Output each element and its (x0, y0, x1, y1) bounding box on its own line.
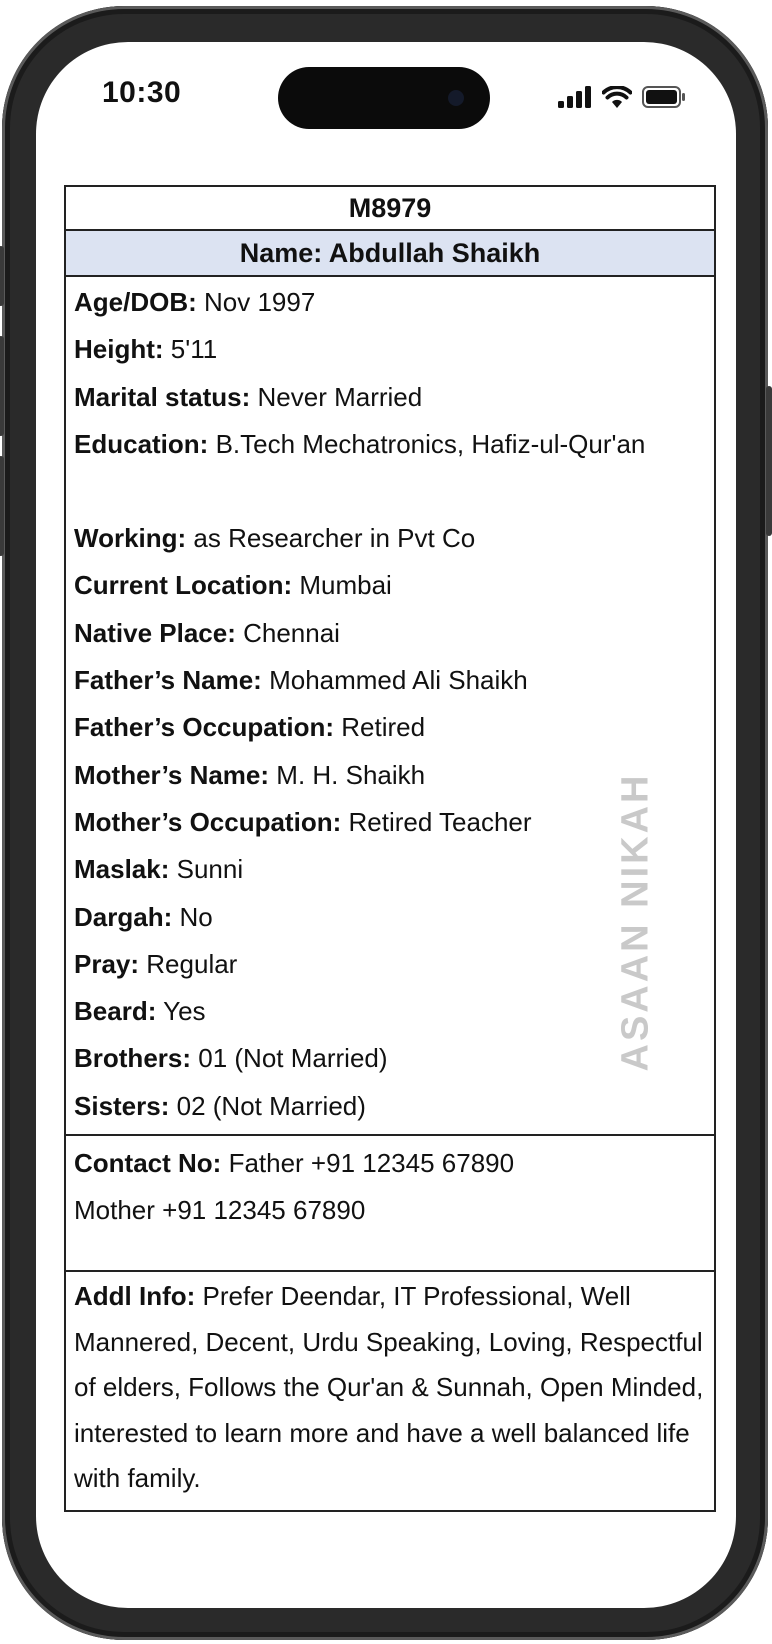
field-age (74, 279, 706, 326)
field-label: Brothers: (74, 1043, 192, 1074)
phone-screen (36, 42, 736, 1608)
field-value: Retired Teacher (348, 806, 532, 837)
phone-frame (2, 6, 768, 1640)
volume-up-button (0, 336, 4, 436)
field-value: M. H. Shaikh (276, 759, 426, 790)
field-working (74, 515, 706, 562)
field-value: Yes (163, 996, 206, 1027)
field-value: Mumbai (299, 570, 392, 601)
field-label: Father’s Occupation: (74, 712, 335, 743)
field-label: Maslak: (74, 854, 170, 885)
watermark: ASAAN NIKAH (614, 772, 657, 1072)
field-label: Mother’s Occupation: (74, 806, 342, 837)
field-value: Mohammed Ali Shaikh (269, 665, 528, 696)
field-value: Retired (341, 712, 426, 743)
field-label: Native Place: (74, 617, 236, 648)
field-label: Dargah: (74, 901, 173, 932)
field-value: B.Tech Mechatronics, Hafiz-ul-Qur'an (215, 428, 646, 459)
contact-father-number: Father +91 12345 67890 (228, 1148, 515, 1179)
volume-down-button (0, 456, 4, 556)
field-label: Sisters: (74, 1090, 170, 1121)
signal-icon (558, 86, 592, 113)
field-value: Nov 1997 (204, 287, 316, 317)
action-button (0, 246, 4, 306)
field-marital-status (74, 374, 706, 421)
field-pray (74, 941, 706, 988)
contact-section (66, 1136, 714, 1272)
field-native-place (74, 610, 706, 657)
name-label: Name: (239, 238, 323, 268)
field-fathers-name (74, 657, 706, 704)
field-value: Never Married (257, 381, 423, 412)
profile-name (66, 231, 714, 277)
power-button (766, 386, 772, 536)
field-label: Marital status: (74, 381, 251, 412)
field-label: Mother’s Name: (74, 759, 270, 790)
field-value: Regular (146, 948, 238, 979)
field-current-location (74, 562, 706, 609)
field-label: Working: (74, 523, 187, 554)
field-label: Age/DOB: (74, 287, 197, 317)
field-label: Height: (74, 334, 164, 365)
blank-line (74, 468, 706, 515)
field-dargah (74, 894, 706, 941)
field-brothers (74, 1035, 706, 1082)
contact-mother-number: Mother +91 12345 67890 (74, 1195, 366, 1226)
field-fathers-occupation (74, 704, 706, 751)
dynamic-island (278, 67, 490, 129)
battery-icon (642, 86, 686, 113)
field-value: Sunni (176, 854, 244, 885)
field-label: Beard: (74, 996, 157, 1027)
field-value: No (179, 901, 213, 932)
field-value: 02 (Not Married) (176, 1090, 366, 1121)
field-height (74, 326, 706, 373)
addl-info-section (66, 1272, 714, 1510)
addl-info-value: Prefer Deendar, IT Professional, Well Mannered, Decent, Urdu Speaking, Loving, Respectful of elders, Follows the Qur'an & Sunnah, Open Minded, interested to learn more and have a well balanced life with family. (74, 1281, 704, 1494)
field-label: Education: (74, 428, 209, 459)
field-value: Chennai (243, 617, 340, 648)
name-value: Abdullah Shaikh (328, 238, 541, 268)
field-value: 5'11 (170, 334, 218, 365)
field-beard (74, 988, 706, 1035)
field-label: Pray: (74, 948, 140, 979)
field-label: Father’s Name: (74, 665, 262, 696)
field-mothers-occupation (74, 799, 706, 846)
field-education (74, 421, 706, 468)
wifi-icon (602, 86, 632, 113)
addl-info-label: Addl Info: (74, 1281, 196, 1312)
profile-id: M8979 (66, 187, 714, 231)
field-mothers-name (74, 752, 706, 799)
status-time: 10:30 (102, 76, 182, 109)
field-value: as Researcher in Pvt Co (193, 523, 476, 554)
field-maslak (74, 846, 706, 893)
contact-label: Contact No: (74, 1148, 222, 1179)
status-icons (558, 86, 686, 113)
field-value: 01 (Not Married) (198, 1043, 388, 1074)
field-sisters (74, 1083, 706, 1130)
field-label: Current Location: (74, 570, 293, 601)
contact-father (74, 1140, 706, 1187)
front-camera-icon (448, 90, 464, 106)
